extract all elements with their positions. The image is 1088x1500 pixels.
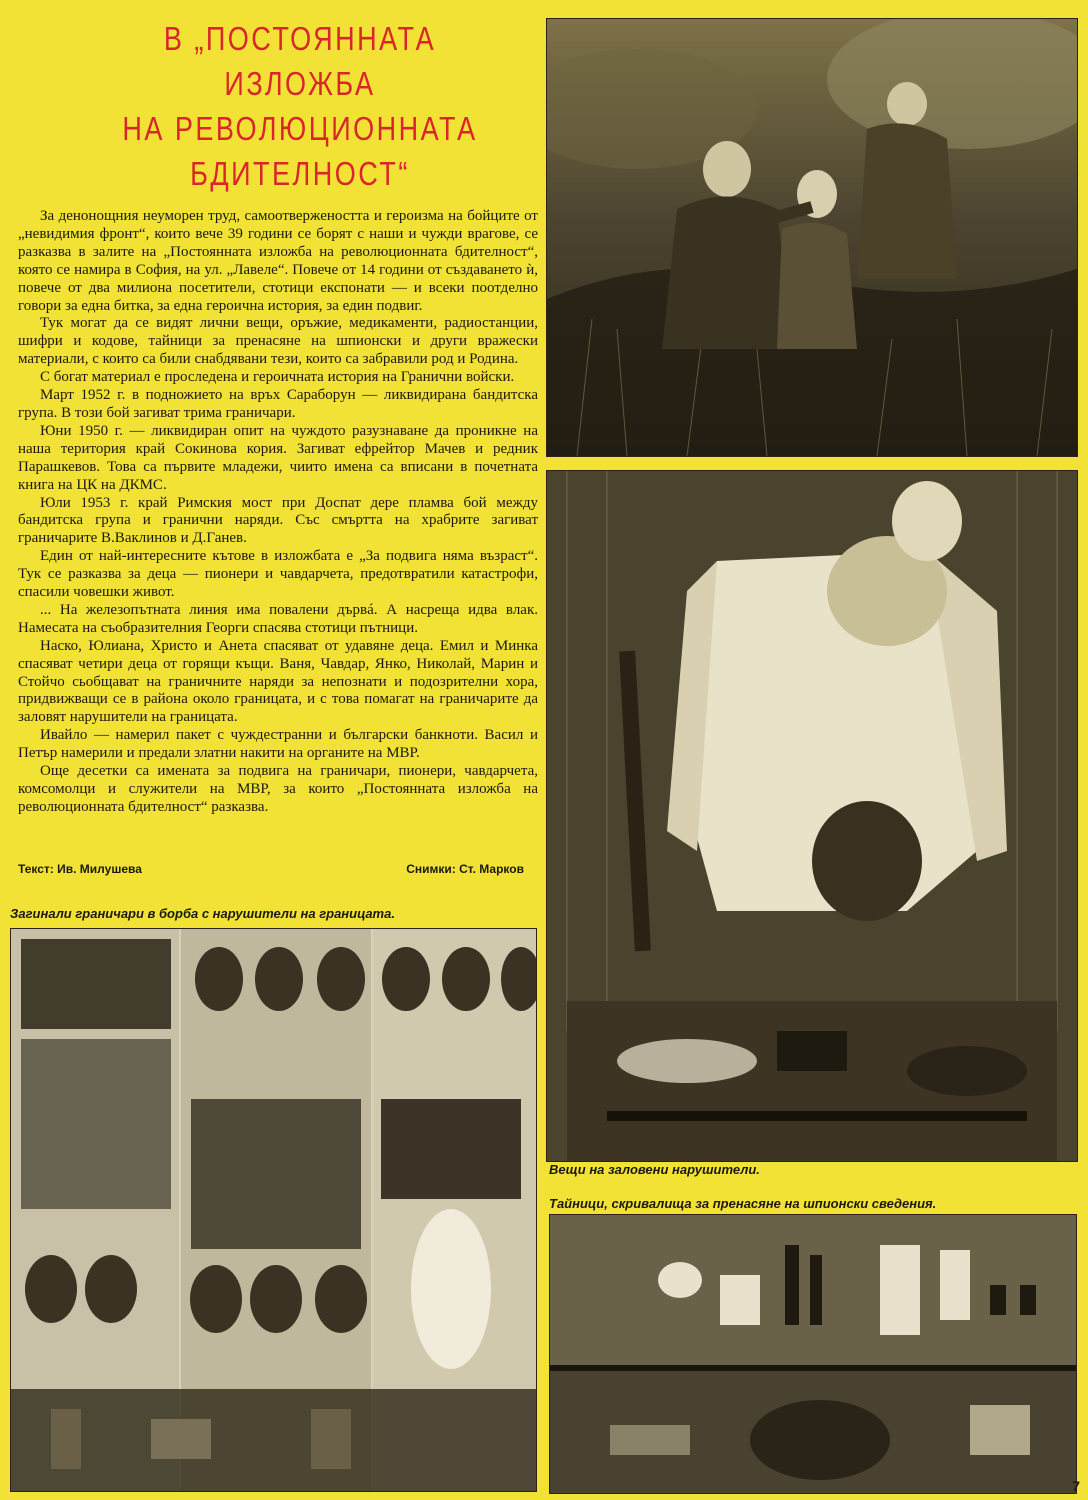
title-line-4: БДИТЕЛНОСТ“ (190, 155, 410, 192)
article-body (18, 208, 538, 817)
photo-border-guards (546, 18, 1078, 457)
paragraph-9: Наско, Юлиана, Христо и Анета спасяват от удавяне деца. Емил и Минка спасяват четири деца от горящи къщи. Ваня, Чавдар, Янко, Николай, Марин и Стойчо сьобщават на граничните наряди за непознати и подозрителни хора, придвижващи се в района около границата, и с това помагат на граничарите да заловят нарушители на границата. (18, 637, 538, 726)
paragraph-11: Още десетки са имената за подвига на граничари, пионери, чавдарчета, комсомолци и служители на МВР, за които „Постоянната изложба на революционната бдителност“ разказва. (18, 763, 538, 815)
credits (18, 862, 524, 876)
title-line-3: НА РЕВОЛЮЦИОННАТА (122, 110, 478, 147)
paragraph-7: Един от най-интересните кътове в изложбата е „За подвига няма възраст“. Тук се разказва за деца — пионери и чавдарчета, предотвратили катастрофи, спасили човешки живот. (18, 548, 538, 601)
text-credit: Текст: Ив. Милушева (18, 862, 142, 876)
paragraph-2: Тук могат да се видят лични вещи, оръжие, медикаменти, радиостанции, шифри и кодове, тайници за пренасяне на шпионски и други вражески материали, с които са били снабдявани тези, които са забравили род и Родина. (18, 315, 538, 368)
photo-violators-items-image (547, 471, 1077, 1161)
paragraph-3: С богат материал е проследена и героичната история на Гранични войски. (40, 369, 515, 386)
paragraph-4: Март 1952 г. в подножието на връх Сараборун — ликвидирана бандитска група. В този бой загиват трима граничари. (18, 387, 538, 421)
photo-credit: Снимки: Ст. Марков (406, 862, 524, 876)
paragraph-6: Юли 1953 г. край Римския мост при Доспат дере пламва бой между бандитска група и гранични наряди. Със смъртта на храбрите загиват граничарите В.Ваклинов и Д.Ганев. (18, 494, 538, 547)
photo-caches (549, 1214, 1077, 1494)
page-number: 7 (1072, 1478, 1080, 1494)
caption-caches: Тайници, скривалища за пренасяне на шпионски сведения. (549, 1196, 937, 1211)
photo-violators-items (546, 470, 1078, 1162)
paragraph-5: Юни 1950 г. — ликвидиран опит на чуждото разузнаване да проникне на наша територия край Сокинова кория. Загиват ефрейтор Мачев и редник Парашкевов. Това са първите младежи, чиито имена са вписани в почетната книга на ЦК на ДКМС. (18, 422, 538, 493)
title-line-1: В „ПОСТОЯННАТА (163, 20, 437, 57)
title-line-2: ИЗЛОЖБА (224, 65, 376, 102)
article-title (111, 16, 488, 196)
caption-fallen-guards: Загинали граничари в борба с нарушители на границата. (10, 906, 395, 921)
photo-fallen-guards-image (11, 929, 536, 1491)
paragraph-8: ... На железопътната линия има повалени дървá. А насреща идва влак. Намесата на съобразителния Георги спасява стотици пътници. (18, 601, 538, 636)
photo-fallen-guards (10, 928, 537, 1492)
photo-caches-image (550, 1215, 1076, 1493)
caption-violators-items: Вещи на заловени нарушители. (549, 1162, 760, 1177)
paragraph-10: Ивайло — намерил пакет с чуждестранни и български банкноти. Васил и Петър намерили и предали златни накити на органите на МВР. (18, 727, 538, 762)
paragraph-1: За денонощния неуморен труд, самоотвержеността и героизма на бойците от „невидимия фронт“, които вече 39 години се борят с наши и чужди врагове, се разказва в залите на „Постоянната изложба на революционната бдителност“, която се намира в София, на ул. „Лавеле“. Повече от 14 години от създаването ѝ, повече от два милиона посетители, стотици експонати — и всеки поотделно говори за една битка, за една героична история, за един подвиг. (18, 208, 538, 314)
photo-border-guards-image (547, 19, 1077, 456)
